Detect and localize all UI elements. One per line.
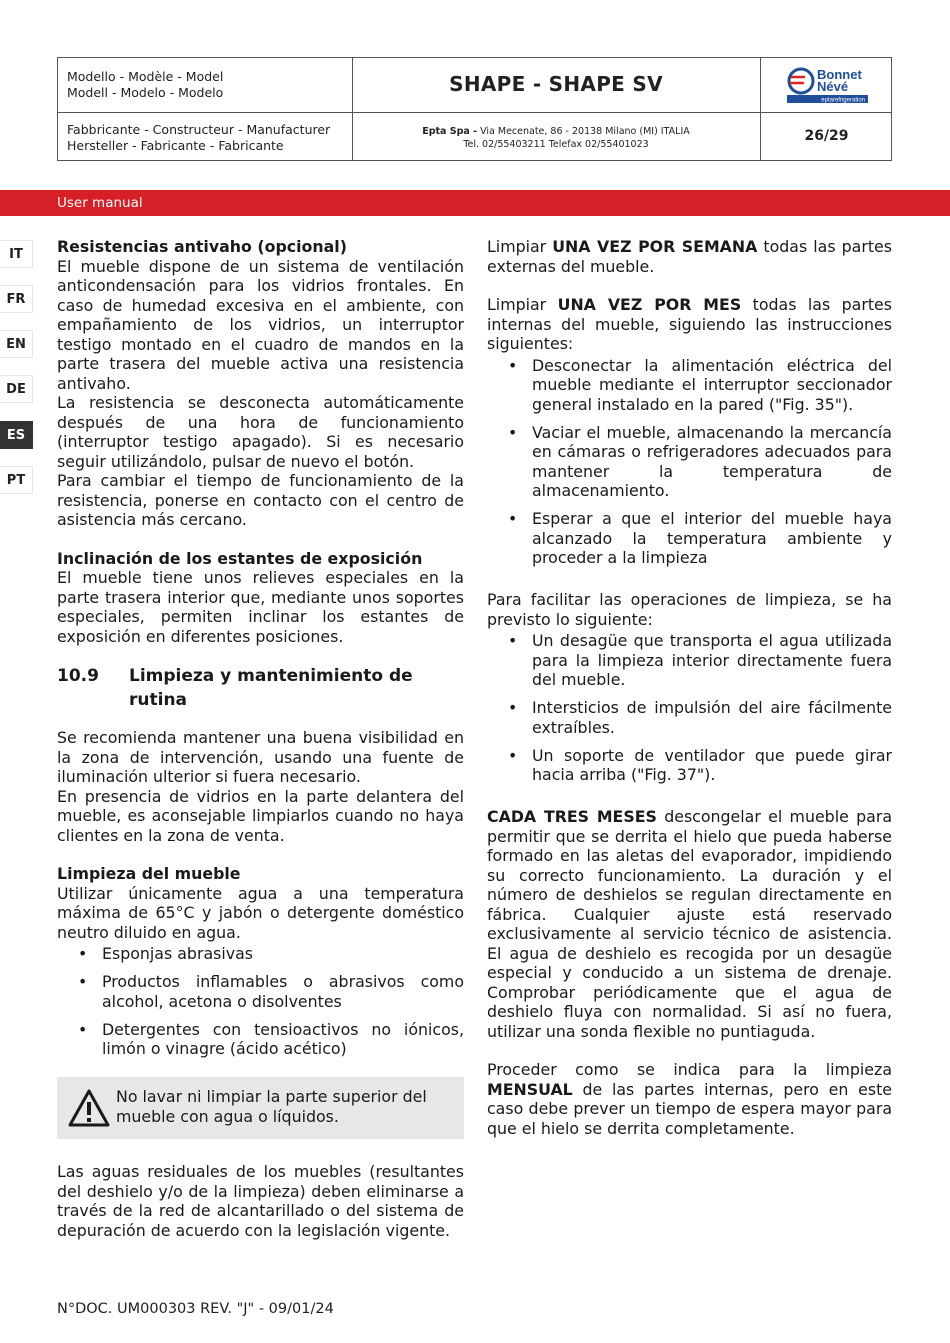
monthly-bold: UNA VEZ POR MES xyxy=(557,295,742,314)
logo-line1: Bonnet xyxy=(817,67,862,82)
page-number: 26/29 xyxy=(804,128,849,144)
model-label xyxy=(58,69,352,101)
list-item: • Intersticios de impulsión del aire fácilmente extraíbles. xyxy=(532,698,892,737)
manufacturer-label-line1: Fabbricante - Constructeur - Manufacturer xyxy=(67,122,331,137)
brand-logo xyxy=(760,58,893,112)
lang-tab-it[interactable]: IT xyxy=(0,240,33,268)
model-name: SHAPE - SHAPE SV xyxy=(449,72,663,96)
avoid-list xyxy=(57,944,464,1059)
lang-tab-es[interactable]: ES xyxy=(0,421,33,449)
quarterly-bold: CADA TRES MESES xyxy=(487,807,657,826)
cleaning-intro-2: En presencia de vidrios en la parte delantera del mueble, es aconsejable limpiarlos cuando no haya clientes en la zona de venta. xyxy=(57,786,464,845)
list-item: • Desconectar la alimentación eléctrica del mueble mediante el interruptor seccionador general instalado en la pared ("Fig. 35"). xyxy=(532,356,892,415)
defrost-cleaning-paragraph: Proceder como se indica para la limpieza MENSUAL de las partes internas, pero en este caso debe prever un tiempo de espera mayor para que el hielo se derrita completamente. xyxy=(487,1060,892,1138)
model-label-line2: Modell - Modelo - Modelo xyxy=(67,85,224,100)
manufacturer-address xyxy=(352,125,760,151)
cabinet-cleaning-paragraph: Utilizar únicamente agua a una temperatura máxima de 65°C y jabón o detergente doméstico neutro diluido en agua. xyxy=(57,883,464,942)
lang-tab-de[interactable]: DE xyxy=(0,375,33,403)
model-label-line1: Modello - Modèle - Model xyxy=(67,69,224,84)
right-column xyxy=(487,237,892,1138)
list-item: • Esperar a que el interior del mueble haya alcanzado la temperatura ambiente y proceder a la limpieza xyxy=(532,509,892,568)
antifog-paragraph-1: El mueble dispone de un sistema de ventilación anticondensación para los vidrios frontales. En caso de humedad excesiva en el ambiente, con empañamiento de los vidrios, un interruptor testigo montado en el cuadro de mandos en la parte trasera del mueble activa una resistencia antivaho. xyxy=(57,256,464,393)
lang-tab-en[interactable]: EN xyxy=(0,330,33,358)
list-item: • Detergentes con tensioactivos no iónicos, limón o vinagre (ácido acético) xyxy=(102,1020,464,1059)
logo-sub: eptarefrigeration xyxy=(821,97,865,104)
document-number: N°DOC. UM000303 REV. "J" - 09/01/24 xyxy=(57,1301,334,1317)
cleaning-intro-1: Se recomienda mantener una buena visibilidad en la zona de intervención, usando una fuente de iluminación ulterior si fuera necesario. xyxy=(57,728,464,786)
lang-tab-fr[interactable]: FR xyxy=(0,285,33,313)
company-phone: Tel. 02/55403211 Telefax 02/55401023 xyxy=(463,139,649,150)
weekly-paragraph: Limpiar UNA VEZ POR SEMANA todas las partes externas del mueble. xyxy=(487,237,892,276)
monthly-steps-list xyxy=(487,356,892,568)
facilitation-paragraph: Para facilitar las operaciones de limpieza, se ha previsto lo siguiente: xyxy=(487,590,892,629)
cabinet-cleaning-title: Limpieza del mueble xyxy=(57,864,241,883)
wastewater-block xyxy=(57,1162,464,1240)
list-item: • Un soporte de ventilador que puede girar hacia arriba ("Fig. 37"). xyxy=(532,746,892,785)
section-heading xyxy=(57,664,464,712)
list-item: • Esponjas abrasivas xyxy=(102,944,464,964)
banner-label: User manual xyxy=(57,195,143,211)
warning-text: No lavar ni limpiar la parte superior del mueble con agua o líquidos. xyxy=(116,1087,427,1126)
antifog-title: Resistencias antivaho (opcional) xyxy=(57,237,347,256)
manufacturer-label-line2: Hersteller - Fabricante - Fabricante xyxy=(67,138,284,153)
logo-line2: Névé xyxy=(817,79,849,94)
list-item: • Un desagüe que transporta el agua utilizada para la limpieza interior directamente fuera del mueble. xyxy=(532,631,892,690)
lang-tab-pt[interactable]: PT xyxy=(0,466,33,494)
facilitation-list xyxy=(487,631,892,785)
list-item: • Productos inflamables o abrasivos como alcohol, acetona o disolventes xyxy=(102,972,464,1011)
quarterly-paragraph: CADA TRES MESES descongelar el mueble para permitir que se derrita el hielo que pueda haberse formado en las aletas del evaporador, impidiendo su correcto funcionamiento. La duración y el número de deshielos se regulan directamente en fábrica. Cualquier ajuste está reservado exclusivamente al servicio técnico de asistencia. El agua de deshielo es recogida por un desagüe especial y conducido a un sistema de drenaje. Comprobar periódicamente que el agua de deshielo fluya con normalidad. Si así no fuera, utilizar una sonda flexible no puntiaguda. xyxy=(487,807,892,1041)
document-header xyxy=(57,57,892,161)
section-title: Limpieza y mantenimiento de rutina xyxy=(129,666,413,710)
warning-box xyxy=(57,1077,464,1139)
section-number: 10.9 xyxy=(57,666,99,686)
shelf-tilt-title: Inclinación de los estantes de exposición xyxy=(57,548,423,568)
antifog-paragraph-3: Para cambiar el tiempo de funcionamiento de la resistencia, ponerse en contacto con el centro de asistencia más cercano. xyxy=(57,471,464,529)
monthly-reference-bold: MENSUAL xyxy=(487,1079,573,1099)
manufacturer-label xyxy=(58,122,352,154)
monthly-paragraph: Limpiar UNA VEZ POR MES todas las partes internas del mueble, siguiendo las instrucciones siguientes: xyxy=(487,295,892,353)
left-column xyxy=(57,237,464,1067)
weekly-bold: UNA VEZ POR SEMANA xyxy=(552,237,758,256)
bonnet-neve-logo-icon xyxy=(760,58,893,112)
shelf-tilt-paragraph: El mueble tiene unos relieves especiales en la parte trasera interior que, mediante unos soportes especiales, permiten inclinar los estantes de exposición en diferentes posiciones. xyxy=(57,568,464,646)
wastewater-paragraph: Las aguas residuales de los muebles (resultantes del deshielo y/o de la limpieza) deben eliminarse a través de la red de alcantarillado o del sistema de depuración de acuerdo con la legislación vigente. xyxy=(57,1162,464,1240)
company-address: Via Mecenate, 86 - 20138 Milano (MI) ITALIA xyxy=(477,126,690,137)
warning-icon xyxy=(67,1088,111,1128)
antifog-paragraph-2: La resistencia se desconecta automáticamente después de una hora de funcionamiento (interruptor testigo apagado). Si es necesario seguir utilizándolo, pulsar de nuevo el botón. xyxy=(57,393,464,471)
section-banner xyxy=(0,190,950,216)
list-item: • Vaciar el mueble, almacenando la mercancía en cámaras o refrigeradores adecuados para mantener la temperatura de almacenamiento. xyxy=(532,423,892,501)
company-name: Epta Spa - xyxy=(422,126,478,137)
